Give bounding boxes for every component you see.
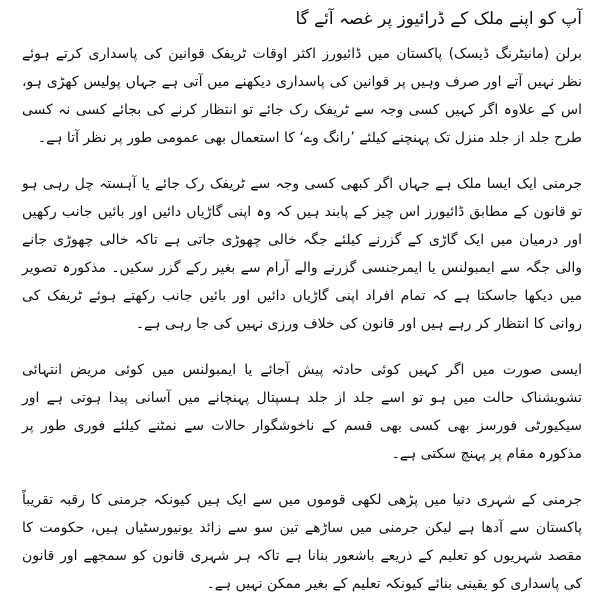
article-paragraph-2: جرمنی ایک ایسا ملک ہے جہاں اگر کبھی کسی وجہ سے ٹریفک رک جائے یا آہستہ چل رہی ہو تو قانون کے مطابق ڈائیورز اس چیز کے پابند ہیں کہ وہ اپنی گاڑیاں دائیں اور بائیں جانب رکھیں اور درمیان میں ایک گاڑی کے گزرنے کیلئے جگہ خالی چھوڑی جاتی ہے تاکہ خالی چھوڑی جانے والی جگہ سے ایمبولنس یا ایمرجنسی گزرنے والے آرام سے بغیر رکے گزر سکیں۔ مذکورہ تصویر میں دیکھا جاسکتا ہے کہ تمام افراد اپنی گاڑیاں دائیں اور بائیں جانب رکھتے ہوئے ٹریفک کی روانی کا انتظار کر رہے ہیں اور قانون کی خلاف ورزی نہیں کی جا رہی ہے۔ bbox=[22, 176, 582, 332]
article-paragraph-4: جرمنی کے شہری دنیا میں پڑھی لکھی قوموں میں سے ایک ہیں کیونکہ جرمنی کا رقبہ تقریباً پاکستان سے آدھا ہے لیکن جرمنی میں ساڑھے تین سو سے زائد یونیورسٹیاں ہیں، حکومت کا مقصد شہریوں کو تعلیم کے ذریعے باشعور بنانا ہے تاکہ ہر شہری قانون کو سمجھے اور قانون کی پاسداری کو یقینی بنائے کیونکہ تعلیم کے بغیر ممکن نہیں ہے۔ bbox=[22, 492, 582, 592]
article-headline: آپ کو اپنے ملک کے ڈرائیوز پر غصہ آئے گا bbox=[295, 9, 582, 29]
article-paragraph-3: ایسی صورت میں اگر کہیں کوئی حادثہ پیش آجائے یا ایمبولنس میں کوئی مریض انتہائی تشویشناک حالت میں ہو تو اسے جلد از جلد ہسپتال پہنچانے میں آسانی پیدا ہوتی ہے اور سیکیورٹی فورسز بھی کسی بھی قسم کے ناخوشگوار حالات سے نمٹنے کیلئے فوری طور پر مذکورہ مقام پر پہنچ سکتی ہے۔ bbox=[22, 362, 582, 462]
article-paragraph-1: برلن (مانیٹرنگ ڈیسک) پاکستان میں ڈائیورز اکثر اوقات ٹریفک قوانین کی پاسداری کرتے ہوئے نظر نہیں آتے اور صرف وہیں پر قوانین کی پاسداری دیکھنے میں آتی ہے جہاں پولیس کھڑی ہو، اس کے علاوہ اگر کہیں کسی وجہ سے ٹریفک رک جائے تو انتظار کرنے کی بجائے کسی نہ کسی طرح جلد از جلد منزل تک پہنچنے کیلئے ’رانگ وے‘ کا استعمال بھی عمومی طور پر نظر آتا ہے۔ bbox=[22, 46, 582, 146]
